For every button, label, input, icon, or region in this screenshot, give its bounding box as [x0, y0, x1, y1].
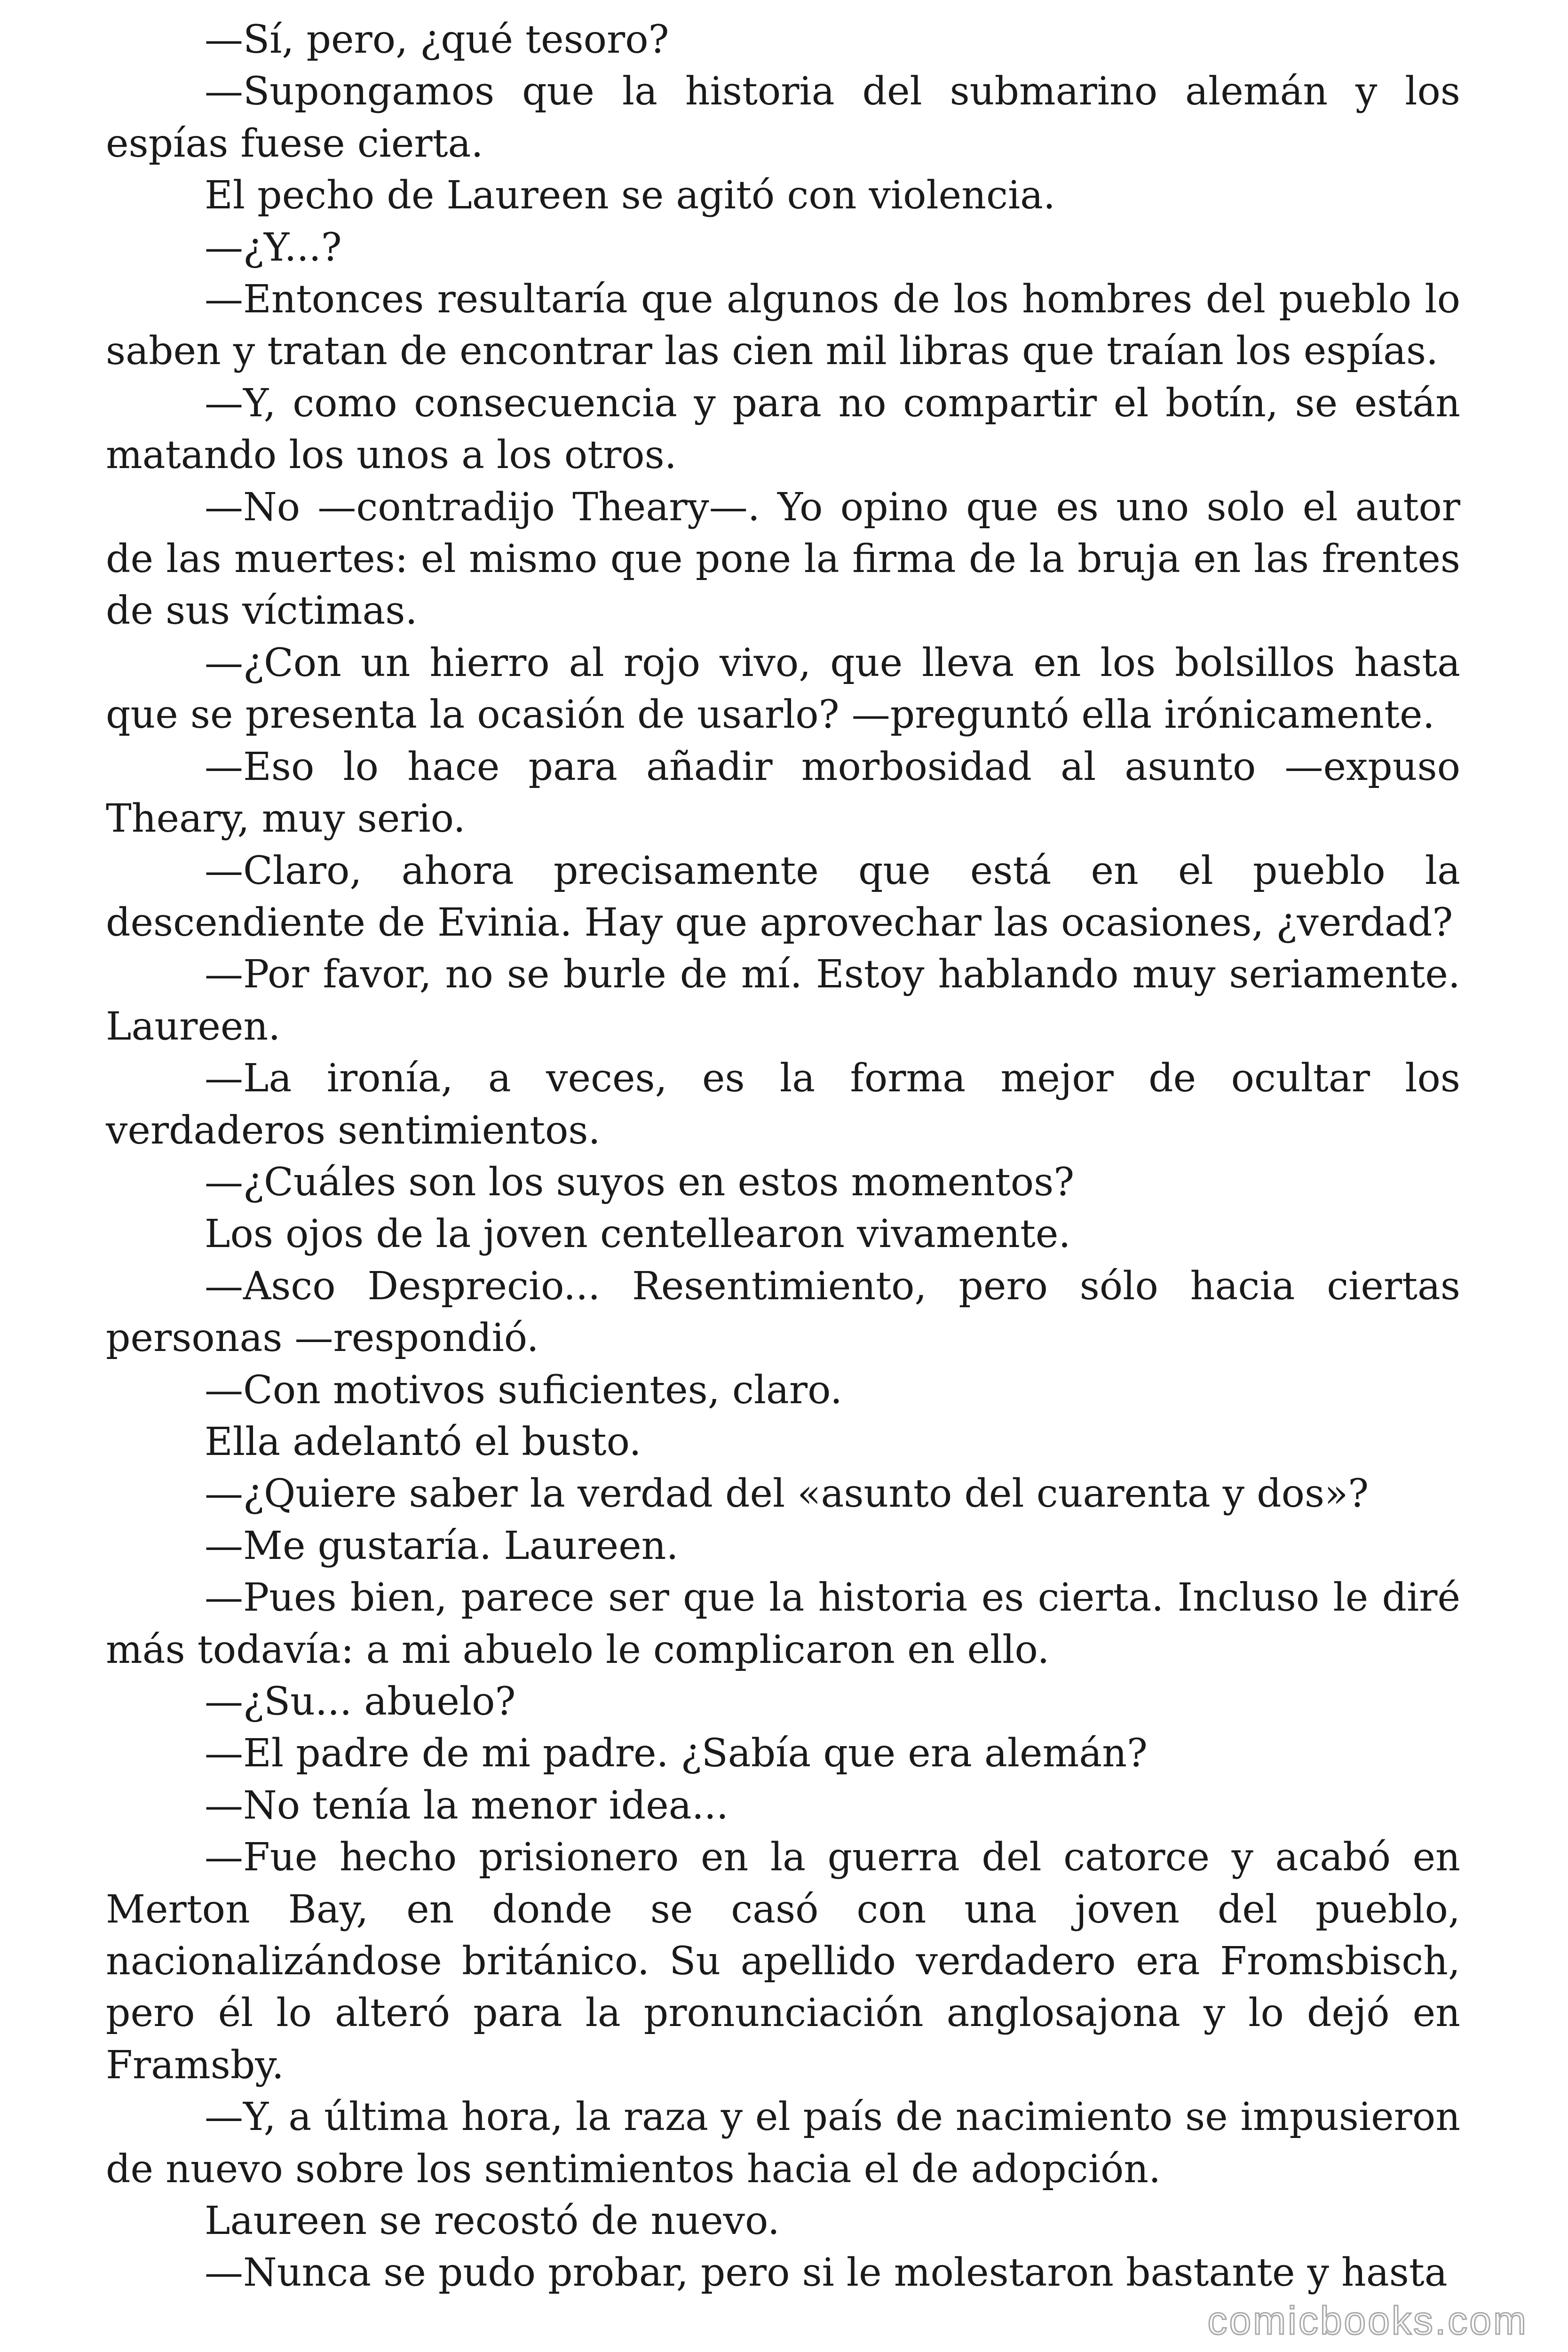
paragraph: —Y, a última hora, la raza y el país de nacimiento se impusieron de nuevo sobre los sentimientos hacia el de adopción. [106, 2095, 1460, 2192]
paragraph: —Nunca se pudo probar, pero si le molestaron bastante y hasta [205, 2250, 1448, 2296]
paragraph: Ella adelantó el busto. [205, 1419, 641, 1464]
paragraph: —No —contradijo Theary—. Yo opino que es uno solo el autor de las muertes: el mismo que pone la firma de la bruja en las frentes de sus víctimas. [106, 485, 1460, 634]
paragraph: —Asco Desprecio... Resentimiento, pero sólo hacia ciertas personas —respondió. [106, 1263, 1460, 1361]
paragraph: —Me gustaría. Laureen. [205, 1523, 679, 1568]
paragraph: —¿Quiere saber la verdad del «asunto del cuarenta y dos»? [205, 1471, 1369, 1517]
page-text [106, 14, 1460, 2299]
paragraph: El pecho de Laureen se agitó con violencia. [205, 173, 1056, 218]
paragraph: —¿Su... abuelo? [205, 1679, 516, 1724]
paragraph: —¿Y...? [205, 225, 342, 270]
paragraph: —Entonces resultaría que algunos de los hombres del pueblo lo saben y tratan de encontrar las cien mil libras que traían los espías. [106, 277, 1460, 374]
paragraph: —No tenía la menor idea... [205, 1783, 729, 1828]
paragraph: —El padre de mi padre. ¿Sabía que era alemán? [205, 1731, 1148, 1776]
paragraph: —Pues bien, parece ser que la historia es cierta. Incluso le diré más todavía: a mi abuelo le complicaron en ello. [106, 1575, 1460, 1672]
paragraph: —Con motivos suficientes, claro. [205, 1367, 843, 1413]
paragraph: —La ironía, a veces, es la forma mejor de ocultar los verdaderos sentimientos. [106, 1056, 1460, 1153]
paragraph: —¿Con un hierro al rojo vivo, que lleva en los bolsillos hasta que se presenta la ocasión de usarlo? —preguntó ella irónicamente. [106, 640, 1460, 738]
paragraph: —Sí, pero, ¿qué tesoro? [205, 17, 669, 62]
paragraph: Laureen se recostó de nuevo. [205, 2199, 780, 2244]
paragraph: —Por favor, no se burle de mí. Estoy hablando muy seriamente. Laureen. [106, 952, 1460, 1049]
paragraph: —Claro, ahora precisamente que está en el pueblo la descendiente de Evinia. Hay que aprovechar las ocasiones, ¿verdad? [106, 848, 1460, 945]
paragraph: —¿Cuáles son los suyos en estos momentos? [205, 1160, 1075, 1205]
paragraph: Los ojos de la joven centellearon vivamente. [205, 1212, 1071, 1257]
watermark: comicbooks.com [1207, 2298, 1528, 2343]
paragraph: —Eso lo hace para añadir morbosidad al asunto —expuso Theary, muy serio. [106, 744, 1460, 842]
paragraph: —Supongamos que la historia del submarino alemán y los espías fuese cierta. [106, 69, 1460, 166]
paragraph: —Fue hecho prisionero en la guerra del catorce y acabó en Merton Bay, en donde se casó con una joven del pueblo, nacionalizándose británico. Su apellido verdadero era Fromsbisch, pero él lo alteró para la pronunciación anglosajona y lo dejó en Framsby. [106, 1835, 1460, 2088]
paragraph: —Y, como consecuencia y para no compartir el botín, se están matando los unos a los otros. [106, 381, 1460, 478]
